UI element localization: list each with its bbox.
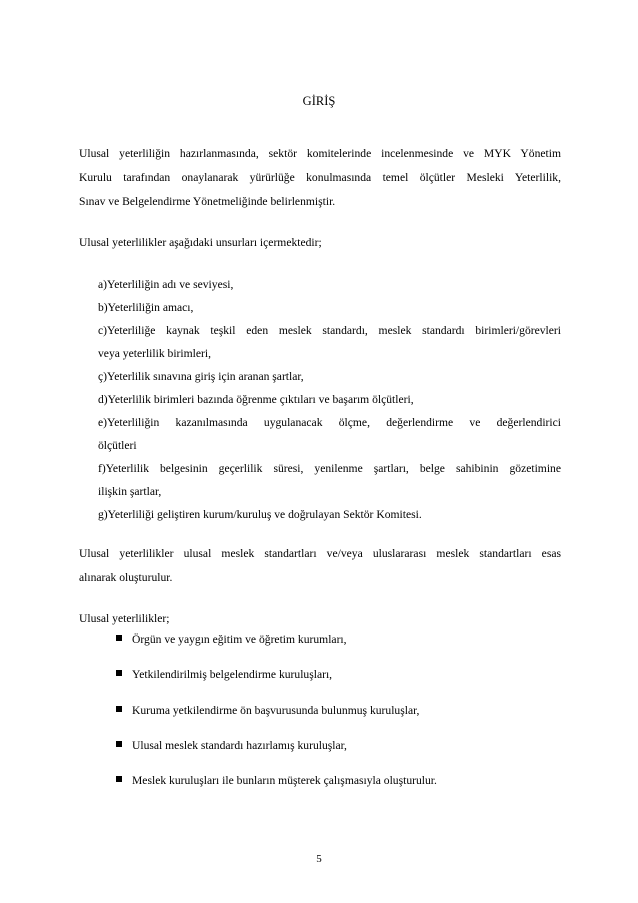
bullet-item	[116, 704, 419, 717]
list-item	[98, 319, 561, 365]
bullet-text: Kuruma yetkilendirme ön başvurusunda bulunmuş kuruluşlar,	[132, 704, 420, 717]
list-item-line: f)Yeterlilik belgesinin geçerlilik süresi, yenilenme şartları, belge sahibinin gözetimine	[98, 462, 561, 475]
list-item-line: e)Yeterliliğin kazanılmasında uygulanacak ölçme, değerlendirme ve değerlendirici	[98, 416, 561, 429]
list-item	[98, 457, 561, 503]
list-item: g)Yeterliliği geliştiren kurum/kuruluş ve doğrulayan Sektör Komitesi.	[98, 508, 422, 521]
square-bullet-icon	[116, 670, 122, 676]
bullet-text: Ulusal meslek standardı hazırlamış kuruluşlar,	[132, 739, 347, 752]
list-item-line: ölçütleri	[98, 439, 137, 452]
list-item: ç)Yeterlilik sınavına giriş için aranan şartlar,	[98, 370, 304, 383]
square-bullet-icon	[116, 635, 122, 641]
bullet-item	[116, 774, 437, 787]
square-bullet-icon	[116, 706, 122, 712]
bullet-text: Örgün ve yaygın eğitim ve öğretim kurumları,	[132, 633, 347, 646]
standards-paragraph	[79, 542, 561, 590]
standards-line: Ulusal yeterlilikler ulusal meslek standartları ve/veya uluslararası meslek standartları esas	[79, 547, 561, 560]
standards-line: alınarak oluşturulur.	[79, 571, 173, 584]
list-item: d)Yeterlilik birimleri bazında öğrenme çıktıları ve başarım ölçütleri,	[98, 393, 414, 406]
square-bullet-icon	[116, 741, 122, 747]
list-item-line: veya yeterlilik birimleri,	[98, 347, 211, 360]
list-item: b)Yeterliliğin amacı,	[98, 301, 194, 314]
page-number: 5	[316, 853, 322, 865]
bullet-text: Yetkilendirilmiş belgelendirme kuruluşları,	[132, 668, 333, 681]
page-title: GİRİŞ	[302, 94, 336, 108]
contents-intro: Ulusal yeterlilikler aşağıdaki unsurları içermektedir;	[79, 236, 322, 249]
list-item	[98, 411, 561, 457]
intro-line: Ulusal yeterliliğin hazırlanmasında, sektör komitelerinde incelenmesinde ve MYK Yönetim	[79, 147, 561, 160]
qualification-elements-list	[98, 273, 561, 526]
prepared-by-intro: Ulusal yeterlilikler;	[79, 612, 170, 625]
intro-paragraph	[79, 142, 561, 214]
intro-line: Kurulu tarafından onaylanarak yürürlüğe konulmasında temel ölçütler Mesleki Yeterlilik,	[79, 171, 561, 184]
list-item-line: c)Yeterliliğe kaynak teşkil eden meslek standardı, meslek standardı birimleri/görevleri	[98, 324, 561, 337]
square-bullet-icon	[116, 776, 122, 782]
list-item-line: ilişkin şartlar,	[98, 485, 162, 498]
bullet-item	[116, 633, 347, 646]
bullet-item	[116, 668, 332, 681]
bullet-text: Meslek kuruluşları ile bunların müşterek çalışmasıyla oluşturulur.	[132, 774, 437, 787]
bullet-item	[116, 739, 347, 752]
intro-line: Sınav ve Belgelendirme Yönetmeliğinde belirlenmiştir.	[79, 195, 336, 208]
list-item: a)Yeterliliğin adı ve seviyesi,	[98, 278, 234, 291]
